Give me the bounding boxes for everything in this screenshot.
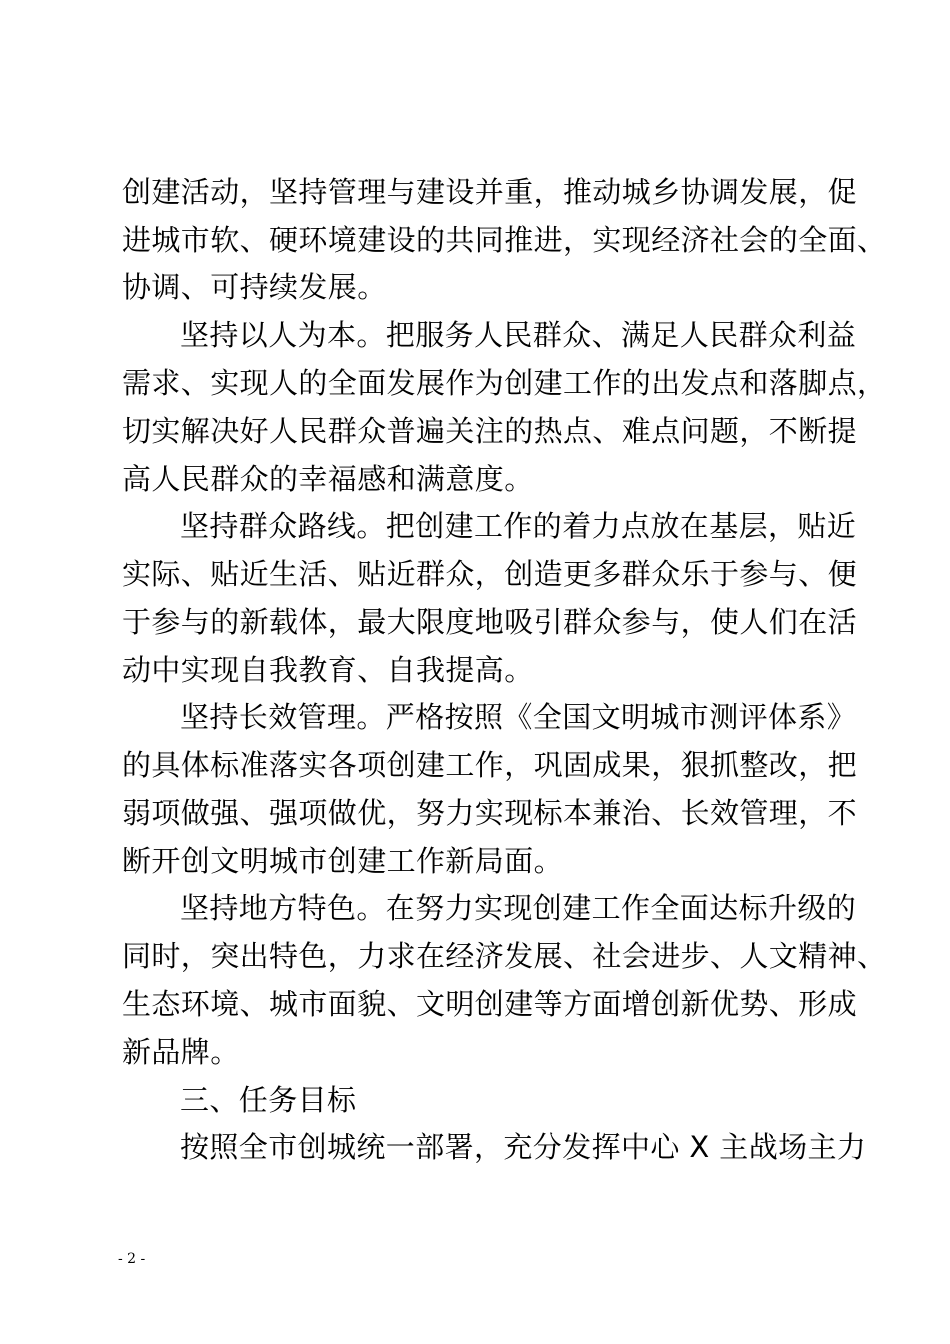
paragraph-first-line: 按照全市创城统一部署，充分发挥中心 X 主战场主力 <box>180 1130 867 1164</box>
page-number: - 2 - <box>118 1251 146 1267</box>
paragraph-first-line: 坚持以人为本。把服务人民群众、满足人民群众利益 <box>180 318 857 352</box>
text-line: 动中实现自我教育、自我提高。 <box>122 653 534 687</box>
text-line: 创建活动，坚持管理与建设并重，推动城乡协调发展，促 <box>122 175 858 209</box>
paragraph-first-line: 坚持群众路线。把创建工作的着力点放在基层，贴近 <box>180 509 857 543</box>
text-line: 的具体标准落实各项创建工作，巩固成果，狠抓整改，把 <box>122 748 858 782</box>
text-line: 断开创文明城市创建工作新局面。 <box>122 844 564 878</box>
text-line: 生态环境、城市面貌、文明创建等方面增创新优势、形成 <box>122 987 858 1021</box>
text-line: 新品牌。 <box>122 1035 240 1069</box>
text-line: 进城市软、硬环境建设的共同推进，实现经济社会的全面、 <box>122 223 887 257</box>
text-line: 同时，突出特色，力求在经济发展、社会进步、人文精神、 <box>122 939 887 973</box>
text-line: 切实解决好人民群众普遍关注的热点、难点问题，不断提 <box>122 414 858 448</box>
text-line: 于参与的新载体，最大限度地吸引群众参与，使人们在活 <box>122 605 858 639</box>
text-line: 高人民群众的幸福感和满意度。 <box>122 462 534 496</box>
paragraph-first-line: 坚持地方特色。在努力实现创建工作全面达标升级的 <box>180 891 857 925</box>
text-line: 弱项做强、强项做优，努力实现标本兼治、长效管理，不 <box>122 796 858 830</box>
text-line: 实际、贴近生活、贴近群众，创造更多群众乐于参与、便 <box>122 557 858 591</box>
text-line: 需求、实现人的全面发展作为创建工作的出发点和落脚点， <box>122 366 887 400</box>
paragraph-first-line: 坚持长效管理。严格按照《全国文明城市测评体系》 <box>180 700 857 734</box>
section-heading: 三、任务目标 <box>180 1083 357 1117</box>
text-line: 协调、可持续发展。 <box>122 270 387 304</box>
